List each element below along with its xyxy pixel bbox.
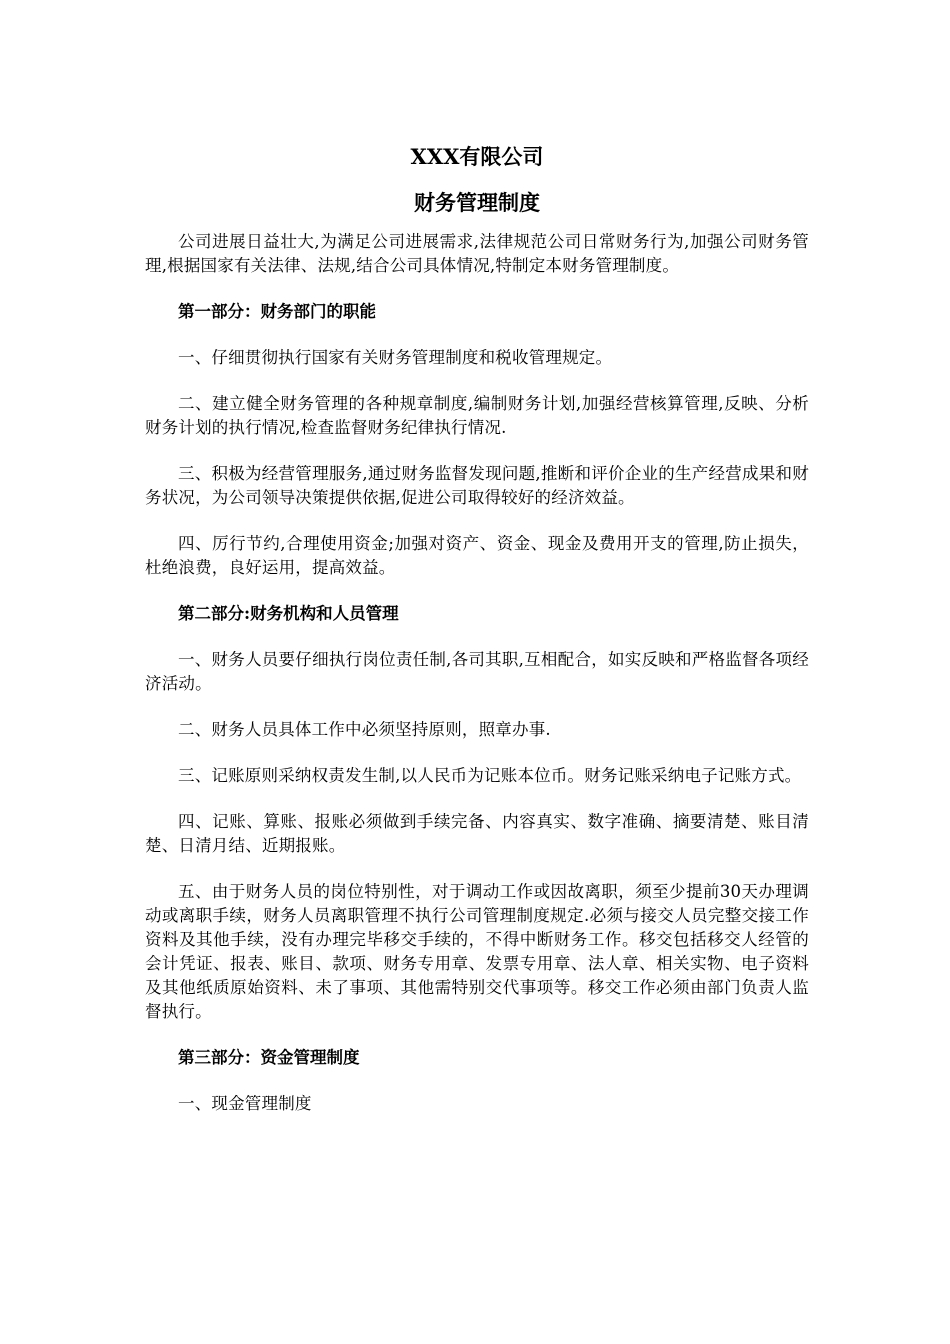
part2-item-4: 四、记账、算账、报账必须做到手续完备、内容真实、数字准确、摘要清楚、账目清楚、日清月结、近期报账。: [145, 812, 809, 855]
intro-paragraph: 公司进展日益壮大,为满足公司进展需求,法律规范公司日常财务行为,加强公司财务管理,根据国家有关法律、法规,结合公司具体情况,特制定本财务管理制度。: [145, 232, 809, 275]
company-title: XXX有限公司: [410, 144, 544, 169]
part1-item-2: 二、建立健全财务管理的各种规章制度,编制财务计划,加强经营核算管理,反映、分析财务计划的执行情况,检查监督财务纪律执行情况.: [145, 394, 809, 437]
part3-item-1: 一、现金管理制度: [178, 1094, 312, 1113]
document-title: 财务管理制度: [414, 190, 540, 215]
section-heading-part2: 第二部分:财务机构和人员管理: [178, 604, 399, 623]
part1-item-3: 三、积极为经营管理服务,通过财务监督发现问题,推断和评价企业的生产经营成果和财务状况，为公司领导决策提供依据,促进公司取得较好的经济效益。: [145, 464, 809, 507]
section-heading-part1: 第一部分：财务部门的职能: [178, 302, 376, 321]
part2-item-3: 三、记账原则采纳权责发生制,以人民币为记账本位币。财务记账采纳电子记账方式。: [178, 766, 802, 785]
section-heading-part3: 第三部分：资金管理制度: [178, 1048, 360, 1067]
part2-item-1: 一、财务人员要仔细执行岗位责任制,各司其职,互相配合，如实反映和严格监督各项经济活动。: [145, 650, 809, 693]
document-page: [145, 140, 809, 1138]
part2-item-5: 五、由于财务人员的岗位特别性，对于调动工作或因故离职，须至少提前30天办理调动或离职手续，财务人员离职管理不执行公司管理制度规定.必须与接交人员完整交接工作资料及其他手续，没有办理完毕移交手续的，不得中断财务工作。移交包括移交人经管的会计凭证、报表、账目、款项、财务专用章、发票专用章、法人章、相关实物、电子资料及其他纸质原始资料、未了事项、其他需特别交代事项等。移交工作必须由部门负责人监督执行。: [145, 882, 809, 1021]
part1-item-1: 一、仔细贯彻执行国家有关财务管理制度和税收管理规定。: [178, 348, 613, 367]
part2-item-2: 二、财务人员具体工作中必须坚持原则，照章办事.: [178, 720, 551, 739]
part1-item-4: 四、厉行节约,合理使用资金;加强对资产、资金、现金及费用开支的管理,防止损失，杜绝浪费，良好运用，提高效益。: [145, 534, 809, 577]
